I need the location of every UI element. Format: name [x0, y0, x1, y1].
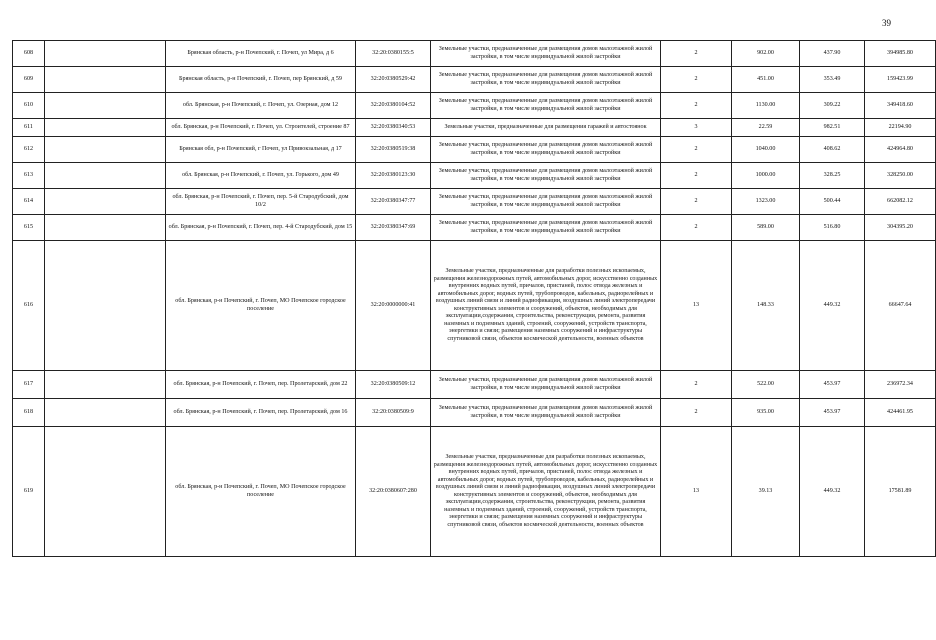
row-number-cell: 612: [13, 137, 45, 163]
row-number-cell: 613: [13, 163, 45, 189]
cadastral-value-cell: 424964.80: [865, 137, 936, 163]
specific-value-cell: 453.97: [800, 371, 865, 399]
group-code-cell: 3: [661, 119, 732, 137]
permitted-use-cell: Земельные участки, предназначенные для размещения домов малоэтажной жилой застройки, в том числе индивидуальной жилой застройки: [431, 67, 661, 93]
address-cell: обл. Брянская, р-н Почепский, г. Почеп, пер. Пролетарский, дом 16: [166, 399, 356, 427]
specific-value-cell: 500.44: [800, 189, 865, 215]
address-cell: обл. Брянская, р-н Почепский, г. Почеп, ул. Строителей, строение 87: [166, 119, 356, 137]
specific-value-cell: 408.62: [800, 137, 865, 163]
empty-cell: [45, 241, 166, 371]
empty-cell: [45, 371, 166, 399]
area-cell: 1000.00: [732, 163, 800, 189]
address-cell: обл. Брянская, р-н Почепский, г. Почеп, ул. Озерная, дом 12: [166, 93, 356, 119]
cadastral-value-cell: 66647.64: [865, 241, 936, 371]
table-row: [13, 189, 936, 215]
area-cell: 1130.00: [732, 93, 800, 119]
cadastral-value-cell: 17581.89: [865, 427, 936, 557]
cadastral-number-cell: 32:20:0380519:38: [356, 137, 431, 163]
address-cell: Брянская обл, р-н Почепский, г Почеп, ул Привокзальная, д 17: [166, 137, 356, 163]
row-number-cell: 609: [13, 67, 45, 93]
cadastral-number-cell: 32:20:0380340:53: [356, 119, 431, 137]
permitted-use-cell: Земельные участки, предназначенные для размещения домов малоэтажной жилой застройки, в том числе индивидуальной жилой застройки: [431, 371, 661, 399]
table-row: [13, 371, 936, 399]
group-code-cell: 2: [661, 371, 732, 399]
address-cell: обл. Брянская, р-н Почепский, г. Почеп, пер. 5-й Стародубский, дом 10/2: [166, 189, 356, 215]
cadastral-number-cell: 32:20:0380155:5: [356, 41, 431, 67]
group-code-cell: 2: [661, 163, 732, 189]
row-number-cell: 619: [13, 427, 45, 557]
permitted-use-cell: Земельные участки, предназначенные для размещения гаражей и автостоянок: [431, 119, 661, 137]
permitted-use-cell: Земельные участки, предназначенные для размещения домов малоэтажной жилой застройки, в том числе индивидуальной жилой застройки: [431, 41, 661, 67]
cadastral-number-cell: 32:20:0000000:41: [356, 241, 431, 371]
group-code-cell: 2: [661, 399, 732, 427]
area-cell: 522.00: [732, 371, 800, 399]
land-registry-table: [12, 40, 936, 557]
row-number-cell: 610: [13, 93, 45, 119]
permitted-use-cell: Земельные участки, предназначенные для размещения домов малоэтажной жилой застройки, в том числе индивидуальной жилой застройки: [431, 215, 661, 241]
cadastral-number-cell: 32:20:0380529:42: [356, 67, 431, 93]
address-cell: обл. Брянская, р-н Почепский, г. Почеп, МО Почепское городское поселение: [166, 241, 356, 371]
empty-cell: [45, 67, 166, 93]
cadastral-value-cell: 662082.12: [865, 189, 936, 215]
area-cell: 39.13: [732, 427, 800, 557]
area-cell: 902.00: [732, 41, 800, 67]
cadastral-number-cell: 32:20:0380347:69: [356, 215, 431, 241]
page-number: 39: [882, 18, 891, 28]
empty-cell: [45, 163, 166, 189]
table-row: [13, 67, 936, 93]
empty-cell: [45, 427, 166, 557]
address-cell: обл. Брянская, р-н Почепский, г. Почеп, пер. Пролетарский, дом 22: [166, 371, 356, 399]
specific-value-cell: 328.25: [800, 163, 865, 189]
empty-cell: [45, 137, 166, 163]
group-code-cell: 2: [661, 137, 732, 163]
cadastral-value-cell: 236972.34: [865, 371, 936, 399]
specific-value-cell: 353.49: [800, 67, 865, 93]
address-cell: обл. Брянская, р-н Почепский, г. Почеп, пер. 4-й Стародубский, дом 15: [166, 215, 356, 241]
row-number-cell: 616: [13, 241, 45, 371]
empty-cell: [45, 93, 166, 119]
group-code-cell: 2: [661, 41, 732, 67]
specific-value-cell: 309.22: [800, 93, 865, 119]
group-code-cell: 2: [661, 215, 732, 241]
cadastral-number-cell: 32:20:0380123:30: [356, 163, 431, 189]
address-cell: обл. Брянская, р-н Почепский, г. Почеп, МО Почепское городское поселение: [166, 427, 356, 557]
cadastral-value-cell: 159423.99: [865, 67, 936, 93]
table-row: [13, 399, 936, 427]
cadastral-number-cell: 32:20:0380509:9: [356, 399, 431, 427]
permitted-use-cell: Земельные участки, предназначенные для размещения домов малоэтажной жилой застройки, в том числе индивидуальной жилой застройки: [431, 189, 661, 215]
area-cell: 935.00: [732, 399, 800, 427]
cadastral-value-cell: 304395.20: [865, 215, 936, 241]
address-cell: обл. Брянская, р-н Почепский, г. Почеп, ул. Горького, дом 49: [166, 163, 356, 189]
table-row: [13, 119, 936, 137]
address-cell: Брянская область, р-н Почепский, г. Почеп, ул Мира, д 6: [166, 41, 356, 67]
cadastral-value-cell: 22194.90: [865, 119, 936, 137]
table-row: [13, 163, 936, 189]
group-code-cell: 2: [661, 93, 732, 119]
area-cell: 22.59: [732, 119, 800, 137]
cadastral-value-cell: 349418.60: [865, 93, 936, 119]
group-code-cell: 13: [661, 241, 732, 371]
table-row: [13, 137, 936, 163]
empty-cell: [45, 189, 166, 215]
address-cell: Брянская область, р-н Почепский, г. Почеп, пер Брянский, д 59: [166, 67, 356, 93]
cadastral-number-cell: 32:20:0380509:12: [356, 371, 431, 399]
specific-value-cell: 453.97: [800, 399, 865, 427]
cadastral-value-cell: 394985.80: [865, 41, 936, 67]
empty-cell: [45, 119, 166, 137]
row-number-cell: 615: [13, 215, 45, 241]
area-cell: 1040.00: [732, 137, 800, 163]
area-cell: 1323.00: [732, 189, 800, 215]
area-cell: 589.00: [732, 215, 800, 241]
specific-value-cell: 449.32: [800, 427, 865, 557]
permitted-use-cell: Земельные участки, предназначенные для размещения домов малоэтажной жилой застройки, в том числе индивидуальной жилой застройки: [431, 137, 661, 163]
cadastral-value-cell: 328250.00: [865, 163, 936, 189]
specific-value-cell: 449.32: [800, 241, 865, 371]
area-cell: 451.00: [732, 67, 800, 93]
row-number-cell: 611: [13, 119, 45, 137]
permitted-use-cell: Земельные участки, предназначенные для разработки полезных ископаемых, размещения железнодорожных путей, автомобильных дорог, искусственно созданных внутренних водных путей, причалов, пристаней, полос отвода железных и автомобильных дорог, водных путей, трубопроводов, кабельных, радиорелейных и воздушных линий связи и линий радиофикации, воздушных линий электропередачи конструктивных элементов и сооружений, объектов, необходимых для эксплуатации,содержания, строительства, реконструкции, ремонта, развития наземных и подземных зданий, строений, сооружений, устройств транспорта, энергетики и связи; размещения наземных сооружений и инфраструктуры спутниковой связи, объектов космической деятельности, военных объектов: [431, 241, 661, 371]
permitted-use-cell: Земельные участки, предназначенные для разработки полезных ископаемых, размещения железнодорожных путей, автомобильных дорог, искусственно созданных внутренних водных путей, причалов, пристаней, полос отвода железных и автомобильных дорог, водных путей, трубопроводов, кабельных, радиорелейных и воздушных линий связи и линий радиофикации, воздушных линий электропередачи конструктивных элементов и сооружений, объектов, необходимых для эксплуатации,содержания, строительства, реконструкции, ремонта, развития наземных и подземных зданий, строений, сооружений, устройств транспорта, энергетики и связи; размещения наземных сооружений и инфраструктуры спутниковой связи, объектов космической деятельности, военных объектов: [431, 427, 661, 557]
group-code-cell: 2: [661, 189, 732, 215]
cadastral-number-cell: 32:20:0380347:77: [356, 189, 431, 215]
permitted-use-cell: Земельные участки, предназначенные для размещения домов малоэтажной жилой застройки, в том числе индивидуальной жилой застройки: [431, 93, 661, 119]
specific-value-cell: 516.80: [800, 215, 865, 241]
cadastral-value-cell: 424461.95: [865, 399, 936, 427]
specific-value-cell: 437.90: [800, 41, 865, 67]
row-number-cell: 617: [13, 371, 45, 399]
table-row: [13, 427, 936, 557]
permitted-use-cell: Земельные участки, предназначенные для размещения домов малоэтажной жилой застройки, в том числе индивидуальной жилой застройки: [431, 163, 661, 189]
empty-cell: [45, 41, 166, 67]
group-code-cell: 13: [661, 427, 732, 557]
permitted-use-cell: Земельные участки, предназначенные для размещения домов малоэтажной жилой застройки, в том числе индивидуальной жилой застройки: [431, 399, 661, 427]
row-number-cell: 618: [13, 399, 45, 427]
empty-cell: [45, 399, 166, 427]
table-row: [13, 241, 936, 371]
cadastral-number-cell: 32:20:0380607:280: [356, 427, 431, 557]
table-row: [13, 215, 936, 241]
row-number-cell: 608: [13, 41, 45, 67]
table-row: [13, 93, 936, 119]
empty-cell: [45, 215, 166, 241]
group-code-cell: 2: [661, 67, 732, 93]
specific-value-cell: 982.51: [800, 119, 865, 137]
area-cell: 148.33: [732, 241, 800, 371]
registry-body: [13, 41, 936, 557]
row-number-cell: 614: [13, 189, 45, 215]
table-row: [13, 41, 936, 67]
cadastral-number-cell: 32:20:0380104:52: [356, 93, 431, 119]
